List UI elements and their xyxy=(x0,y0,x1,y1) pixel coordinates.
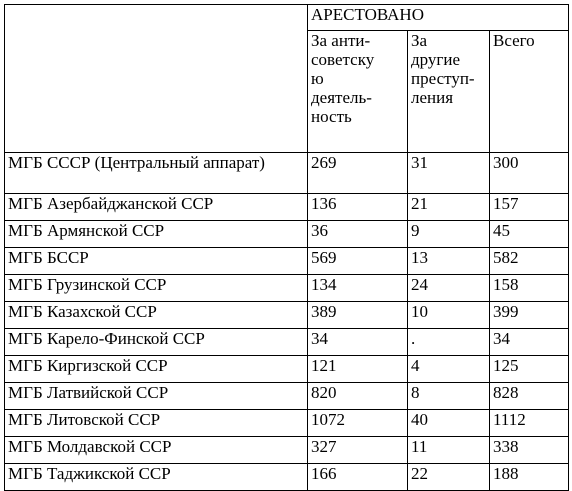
row-total: 125 xyxy=(490,356,569,383)
row-total: 45 xyxy=(490,221,569,248)
row-name: МГБ СССР (Центральный аппарат) xyxy=(5,153,308,194)
row-name: МГБ БССР xyxy=(5,248,308,275)
row-total: 338 xyxy=(490,437,569,464)
row-name: МГБ Карело-Финской ССР xyxy=(5,329,308,356)
row-other: 21 xyxy=(408,194,490,221)
row-anti: 136 xyxy=(308,194,408,221)
row-anti: 569 xyxy=(308,248,408,275)
row-name: МГБ Латвийской ССР xyxy=(5,383,308,410)
row-anti: 121 xyxy=(308,356,408,383)
table-row xyxy=(5,221,569,248)
row-other: 8 xyxy=(408,383,490,410)
row-name: МГБ Молдавской ССР xyxy=(5,437,308,464)
arrests-table xyxy=(4,4,569,491)
row-anti: 34 xyxy=(308,329,408,356)
row-other: 10 xyxy=(408,302,490,329)
table-row xyxy=(5,275,569,302)
table-row xyxy=(5,153,569,194)
row-other: 31 xyxy=(408,153,490,194)
row-total: 582 xyxy=(490,248,569,275)
row-anti: 389 xyxy=(308,302,408,329)
page-top-edge xyxy=(0,0,572,4)
row-other: 13 xyxy=(408,248,490,275)
row-total: 158 xyxy=(490,275,569,302)
row-anti: 1072 xyxy=(308,410,408,437)
row-other: 4 xyxy=(408,356,490,383)
table-row xyxy=(5,383,569,410)
table-row xyxy=(5,329,569,356)
row-anti: 166 xyxy=(308,464,408,491)
table-row xyxy=(5,248,569,275)
table-row xyxy=(5,302,569,329)
row-name: МГБ Киргизской ССР xyxy=(5,356,308,383)
row-total: 34 xyxy=(490,329,569,356)
row-other: . xyxy=(408,329,490,356)
row-anti: 327 xyxy=(308,437,408,464)
row-anti: 36 xyxy=(308,221,408,248)
row-other: 24 xyxy=(408,275,490,302)
row-name: МГБ Казахской ССР xyxy=(5,302,308,329)
row-anti: 820 xyxy=(308,383,408,410)
header-other-cell xyxy=(408,31,490,153)
row-name: МГБ Таджикской ССР xyxy=(5,464,308,491)
row-other: 40 xyxy=(408,410,490,437)
row-anti: 269 xyxy=(308,153,408,194)
row-name: МГБ Азербайджанской ССР xyxy=(5,194,308,221)
row-total: 157 xyxy=(490,194,569,221)
header-group-cell: АРЕСТОВАНО xyxy=(308,5,569,31)
row-other: 9 xyxy=(408,221,490,248)
row-name: МГБ Литовской ССР xyxy=(5,410,308,437)
table-row xyxy=(5,410,569,437)
row-name: МГБ Армянской ССР xyxy=(5,221,308,248)
table-row xyxy=(5,194,569,221)
row-name: МГБ Грузинской ССР xyxy=(5,275,308,302)
header-antisov-label: За анти- советску ю деятель- ность xyxy=(311,31,375,126)
header-row-group xyxy=(5,5,569,31)
row-total: 828 xyxy=(490,383,569,410)
row-total: 399 xyxy=(490,302,569,329)
row-total: 188 xyxy=(490,464,569,491)
table-row xyxy=(5,356,569,383)
table-row xyxy=(5,437,569,464)
row-total: 300 xyxy=(490,153,569,194)
header-blank-cell xyxy=(5,5,308,153)
row-other: 22 xyxy=(408,464,490,491)
row-other: 11 xyxy=(408,437,490,464)
header-other-label: За другие преступ- ления xyxy=(411,31,475,107)
header-antisov-cell xyxy=(308,31,408,153)
table-row xyxy=(5,464,569,491)
row-total: 1112 xyxy=(490,410,569,437)
row-anti: 134 xyxy=(308,275,408,302)
header-total-cell: Всего xyxy=(490,31,569,153)
